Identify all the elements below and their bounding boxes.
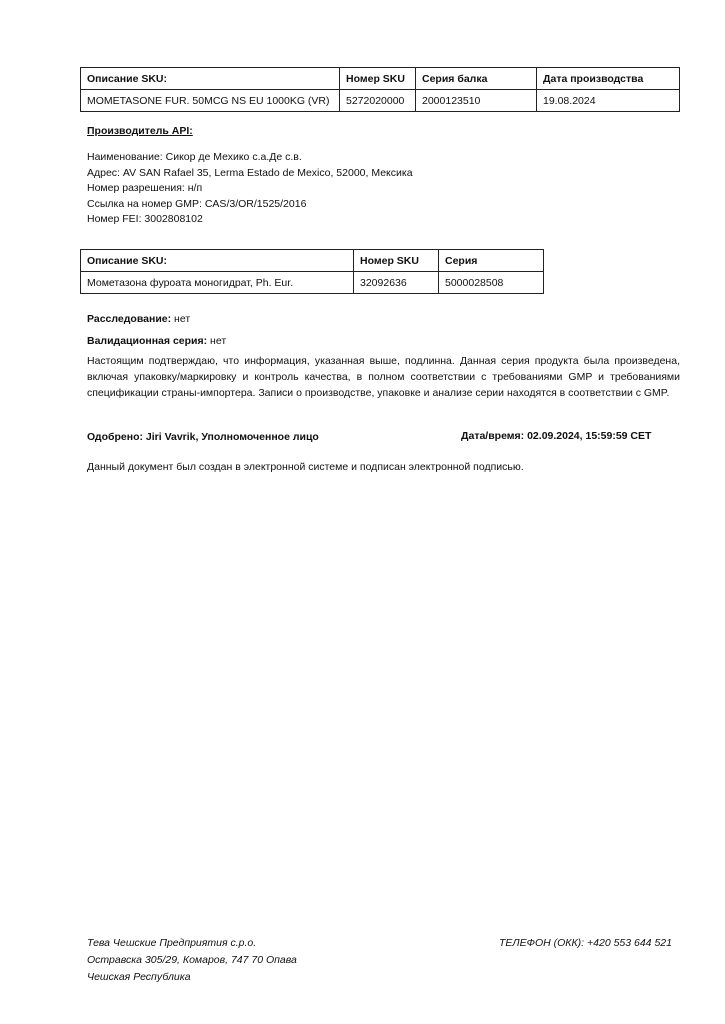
col-header-batch: Серия (439, 250, 544, 272)
table-row (81, 272, 544, 294)
validation-line (87, 334, 226, 350)
api-name-line: Наименование: Сикор де Мехико с.а.Де с.в. (87, 151, 302, 163)
declaration-paragraph: Настоящим подтверждаю, что информация, указанная выше, подлинна. Данная серия продукта была произведена, включая упаковку/маркировку и контроль качества, в полном соответствии с требованиями GMP и требованиями спецификации страны-импортера. Записи о производстве, упаковке и анализе серии находятся в соответствии с GMP. (87, 355, 680, 399)
investigation-line (87, 312, 190, 328)
investigation-label: Расследование: (87, 313, 172, 325)
api-permit-line: Номер разрешения: н/п (87, 182, 203, 194)
col-header-bulk-batch: Серия балка (416, 68, 537, 90)
table-header-row (81, 250, 544, 272)
sku-table-bulk (80, 67, 680, 112)
footer-phone: ТЕЛЕФОН (ОКК): +420 553 644 521 (499, 937, 672, 949)
api-address-line: Адрес: AV SAN Rafael 35, Lerma Estado de Mexico, 52000, Мексика (87, 166, 413, 179)
validation-label: Валидационная серия: (87, 335, 208, 347)
cell-bulk-batch: 2000123510 (416, 90, 537, 112)
col-header-manufacture-date: Дата производства (537, 68, 680, 90)
table-header-row (81, 68, 680, 90)
col-header-sku-description: Описание SKU: (81, 68, 340, 90)
investigation-value: нет (171, 313, 191, 325)
validation-value: нет (207, 335, 227, 347)
table-row (81, 90, 680, 112)
col-header-sku-number: Номер SKU (354, 250, 439, 272)
api-fei-line: Номер FEI: 3002808102 (87, 213, 203, 225)
cell-sku-description: Мометазона фуроата моногидрат, Ph. Eur. (81, 272, 354, 294)
footer-company-block (87, 935, 297, 986)
col-header-sku-description: Описание SKU: (81, 250, 354, 272)
cell-sku-number: 5272020000 (340, 90, 416, 112)
footer-company-country: Чешская Республика (87, 971, 191, 983)
sku-table-api (80, 249, 544, 294)
approved-by: Одобрено: Jiri Vavrik, Уполномоченное лицо (87, 431, 319, 443)
api-manufacturer-details (87, 150, 413, 228)
cell-sku-description: MOMETASONE FUR. 50MCG NS EU 1000KG (VR) (81, 90, 340, 112)
cell-batch: 5000028508 (439, 272, 544, 294)
footer-company-address: Остравска 305/29, Комаров, 747 70 Опава (87, 954, 297, 966)
api-manufacturer-heading: Производитель API: (87, 125, 193, 137)
cell-manufacture-date: 19.08.2024 (537, 90, 680, 112)
electronic-signature-note: Данный документ был создан в электронной системе и подписан электронной подписью. (87, 461, 524, 473)
cell-sku-number: 32092636 (354, 272, 439, 294)
footer-company-name: Тева Чешские Предприятия с.р.о. (87, 937, 257, 949)
col-header-sku-number: Номер SKU (340, 68, 416, 90)
approval-datetime: Дата/время: 02.09.2024, 15:59:59 CET (461, 430, 652, 442)
api-gmp-line: Ссылка на номер GMP: CAS/3/OR/1525/2016 (87, 197, 307, 210)
